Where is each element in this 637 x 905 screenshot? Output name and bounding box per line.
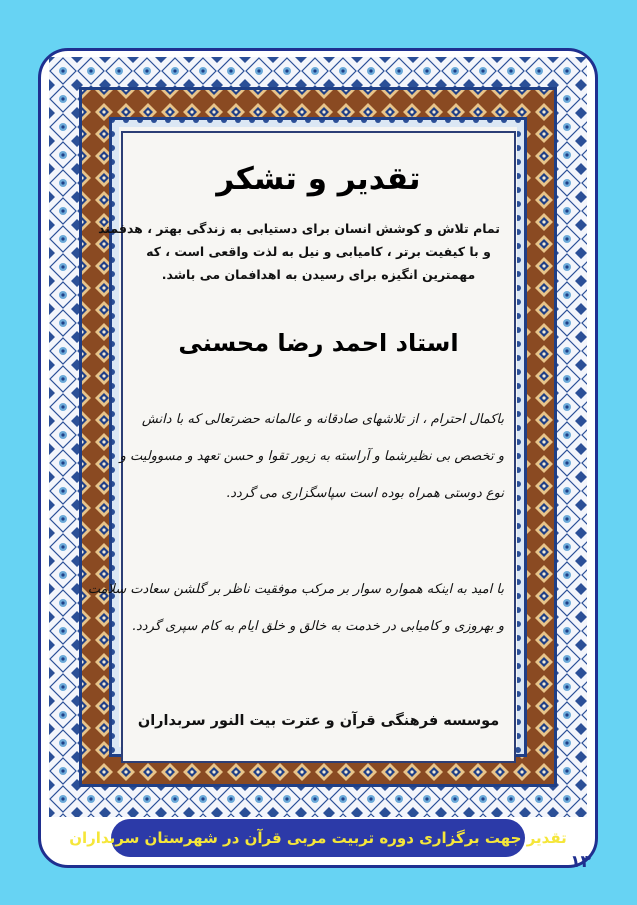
recipient-name: استاد احمد رضا محسنی bbox=[178, 329, 459, 357]
handwritten-line: و بهروزی و کامیابی در خدمت به خالق و خلق ایام به کام سپری گردد. bbox=[131, 619, 504, 634]
caption-text: تقدیر جهت برگزاری دوره تربیت مربی قرآن در شهرستان سربداران bbox=[69, 829, 567, 847]
intro-line: تمام تلاش و کوشش انسان برای دستیابی به زندگی بهتر ، هدفمند bbox=[98, 221, 500, 236]
issuer-signature: موسسه فرهنگی قرآن و عترت بیت النور سربداران bbox=[137, 713, 500, 729]
certificate-title: تقدیر و تشکر bbox=[216, 161, 421, 197]
intro-line: و با کیفیت برتر ، کامیابی و نیل به لذت واقعی است ، که bbox=[146, 244, 491, 259]
caption-bar bbox=[69, 819, 567, 857]
handwritten-line: و تخصص بی نظیرشما و آراسته به زیور تقوا و حسن تعهد و مسوولیت و bbox=[119, 449, 504, 464]
handwritten-line: نوع دوستی همراه بوده است سپاسگزاری می گردد. bbox=[226, 486, 504, 501]
intro-line: مهمترین انگیزه برای رسیدن به اهدافمان می باشد. bbox=[161, 267, 476, 282]
page-number: ۱۳ bbox=[570, 852, 591, 872]
handwritten-line: با امید به اینکه همواره سوار بر مرکب موفقیت ناظر بر گلشن سعادت سلامت bbox=[87, 582, 504, 597]
handwritten-line: باکمال احترام ، از تلاشهای صادقانه و عالمانه حضرتعالی که با دانش bbox=[141, 412, 504, 427]
handwritten-paragraph-1 bbox=[119, 401, 504, 512]
certificate-paper bbox=[87, 131, 516, 763]
certificate-card bbox=[38, 48, 598, 868]
intro-text bbox=[98, 217, 500, 286]
handwritten-paragraph-2 bbox=[87, 571, 504, 645]
